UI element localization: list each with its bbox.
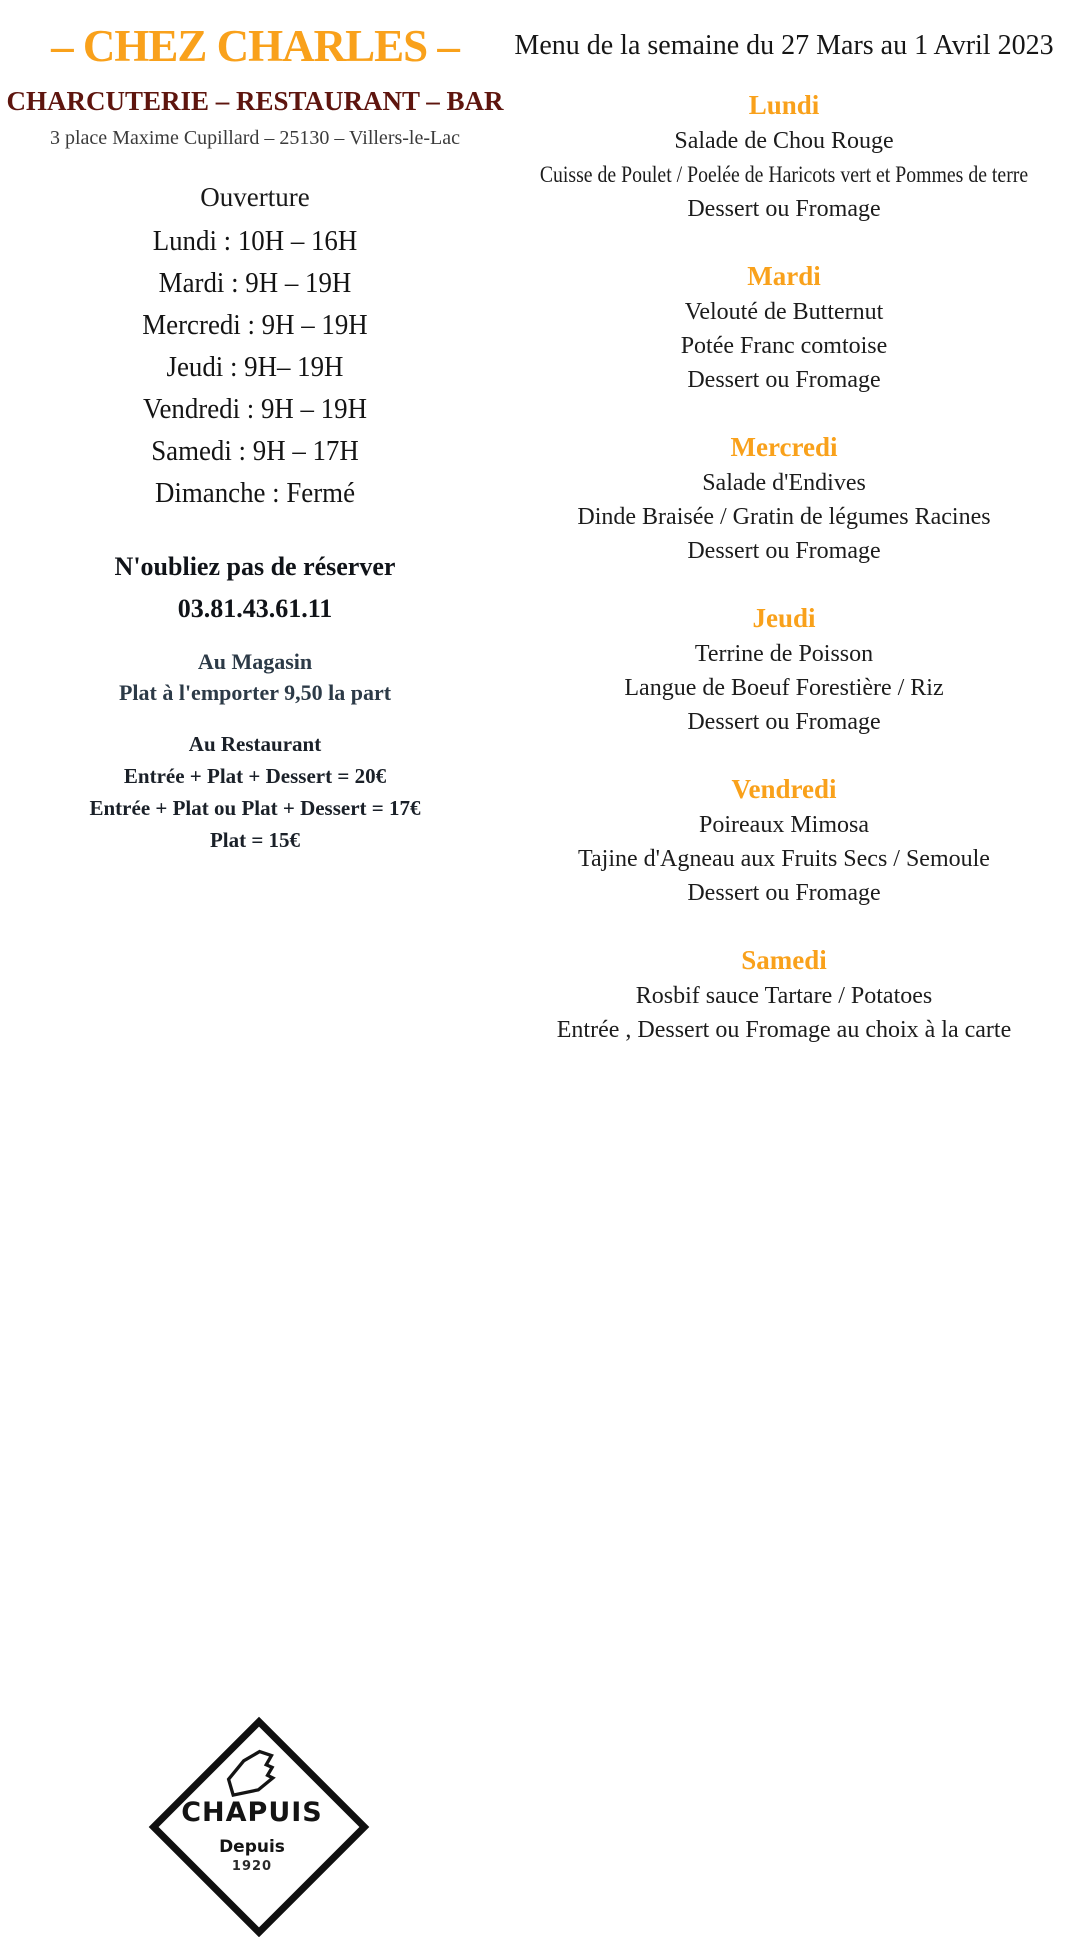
opening-hours-line: Jeudi : 9H– 19H (166, 352, 344, 383)
shop-block (0, 646, 510, 708)
menu-item: Rosbif sauce Tartare / Potatoes (635, 983, 933, 1009)
day-heading: Lundi (748, 90, 820, 120)
opening-hours-line: Lundi : 10H – 16H (152, 226, 358, 257)
opening-hours-line: Samedi : 9H – 17H (151, 436, 359, 467)
menu-item: Dessert ou Fromage (687, 538, 881, 564)
day-heading: Vendredi (731, 774, 837, 804)
day-block-samedi (498, 941, 1070, 1047)
menu-item: Entrée , Dessert ou Fromage au choix à la carte (556, 1017, 1012, 1043)
day-block-mercredi (498, 428, 1070, 568)
day-block-jeudi (498, 599, 1070, 739)
opening-hours-line: Dimanche : Fermé (154, 478, 356, 509)
brand-title: – CHEZ CHARLES – (51, 21, 459, 71)
menu-item: Dessert ou Fromage (687, 880, 881, 906)
week-menu-list (498, 86, 1070, 1047)
shop-title: Au Magasin (197, 649, 313, 674)
menu-item: Potée Franc comtoise (680, 333, 888, 359)
day-heading: Samedi (741, 945, 827, 975)
menu-item: Velouté de Butternut (684, 299, 884, 325)
menu-item: Salade de Chou Rouge (674, 128, 894, 154)
reservation-note: N'oubliez pas de réserver (114, 552, 396, 581)
restaurant-price-line: Entrée + Plat ou Plat + Dessert = 17€ (89, 796, 421, 820)
menu-item: Dessert ou Fromage (687, 196, 881, 222)
menu-item: Poireaux Mimosa (699, 812, 869, 838)
opening-hours-line: Vendredi : 9H – 19H (143, 394, 367, 425)
opening-hours-line: Mardi : 9H – 19H (158, 268, 352, 299)
restaurant-prices-block (0, 728, 510, 856)
menu-item: Cuisse de Poulet / Poelée de Haricots vert et Pommes de terre (539, 162, 1029, 187)
menu-item: Terrine de Poisson (694, 641, 874, 667)
chapuis-mark-icon (220, 1745, 286, 1803)
menu-item: Salade d'Endives (702, 470, 866, 496)
menu-item: Tajine d'Agneau aux Fruits Secs / Semoule (578, 846, 990, 872)
brand-address: 3 place Maxime Cupillard – 25130 – Villers-le-Lac (50, 127, 460, 149)
day-heading: Mercredi (730, 432, 838, 462)
day-block-vendredi (498, 770, 1070, 910)
day-block-lundi (498, 86, 1070, 226)
reservation-phone: 03.81.43.61.11 (177, 594, 333, 623)
menu-item: Langue de Boeuf Forestière / Riz (624, 675, 944, 701)
day-heading: Mardi (747, 261, 821, 291)
weekly-menu-column (498, 28, 1070, 1078)
chapuis-logo-depuis: Depuis (219, 1837, 285, 1857)
chapuis-logo-inner (132, 1735, 372, 1925)
reservation-block (0, 546, 510, 630)
opening-hours-title: Ouverture (200, 182, 310, 212)
chapuis-logo-year: 1920 (231, 1859, 273, 1874)
restaurant-title: Au Restaurant (188, 732, 322, 756)
opening-hours-line: Mercredi : 9H – 19H (142, 310, 368, 341)
menu-item: Dinde Braisée / Gratin de légumes Racines (577, 504, 991, 530)
menu-week-header: Menu de la semaine du 27 Mars au 1 Avril 2023 (514, 30, 1054, 61)
opening-hours-list (0, 221, 510, 515)
day-heading: Jeudi (752, 603, 816, 633)
shop-takeaway-line: Plat à l'emporter 9,50 la part (118, 680, 392, 705)
left-column (0, 0, 510, 1874)
restaurant-price-line: Plat = 15€ (209, 828, 301, 852)
menu-item: Dessert ou Fromage (687, 367, 881, 393)
chapuis-logo (0, 855, 510, 1874)
restaurant-price-line: Entrée + Plat + Dessert = 20€ (123, 764, 387, 788)
brand-subtitle: CHARCUTERIE – RESTAURANT – BAR (6, 86, 504, 116)
chapuis-logo-name: CHAPUIS (181, 1797, 323, 1828)
day-block-mardi (498, 257, 1070, 397)
menu-item: Dessert ou Fromage (687, 709, 881, 735)
